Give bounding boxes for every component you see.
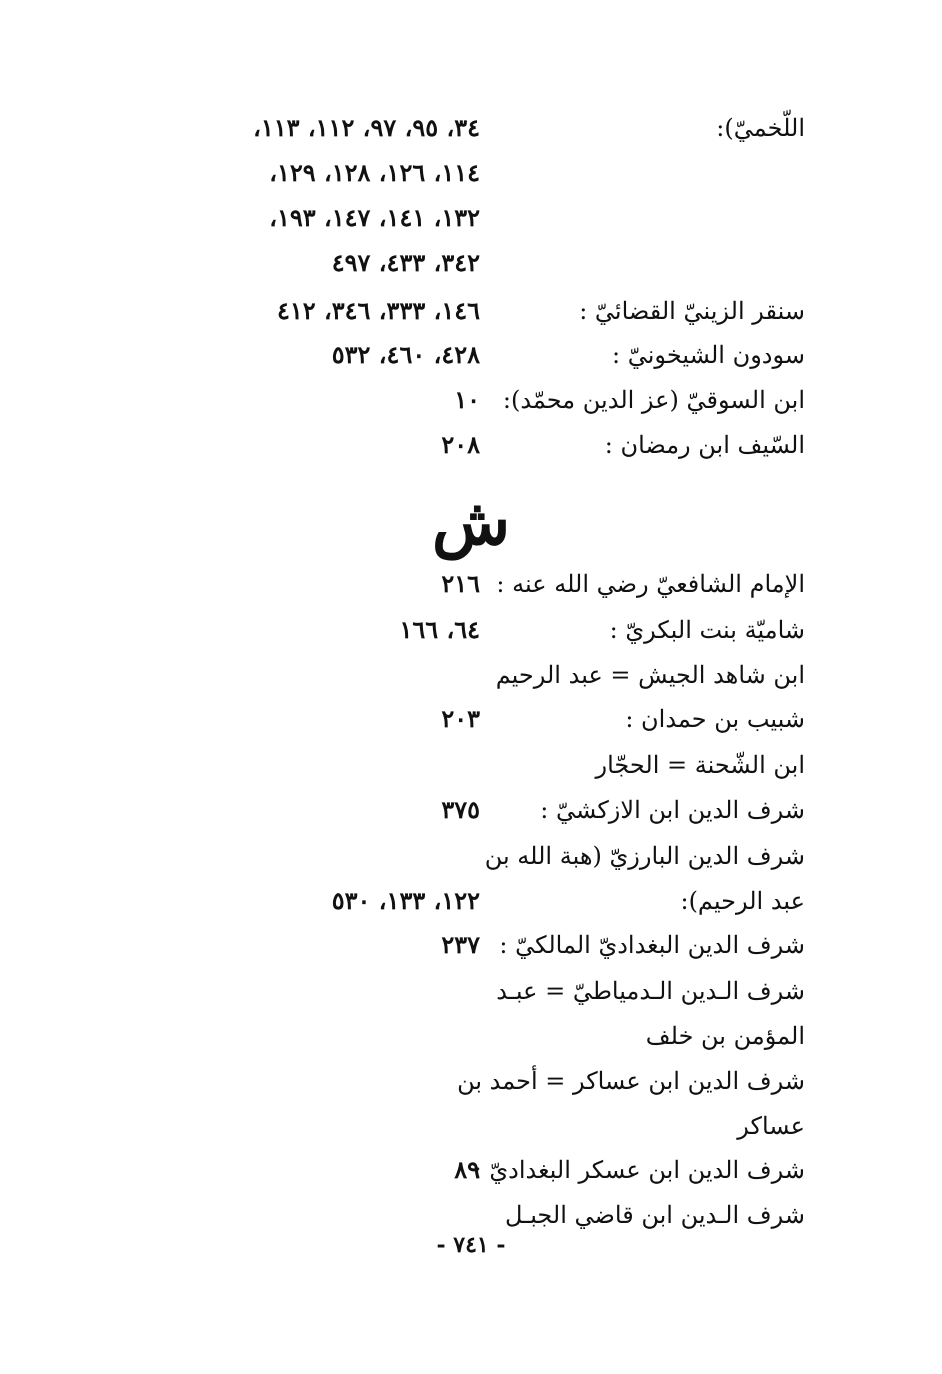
entry-pages: ١١٤، ١٢٦، ١٢٨، ١٢٩، — [269, 158, 480, 187]
index-entry — [140, 743, 805, 787]
index-entry — [140, 923, 805, 967]
entry-name: شرف الـدين ابن قاضي الجبـل — [504, 1201, 805, 1229]
entry-name: شرف الدين البغداديّ المالكيّ : — [499, 931, 805, 959]
entry-name: السّيف ابن رمضان : — [604, 431, 805, 459]
entry-name: عبد الرحيم): — [680, 887, 805, 915]
index-entry — [140, 1059, 805, 1103]
entry-name: شبيب بن حمدان : — [625, 705, 805, 733]
index-entry — [140, 879, 805, 923]
entry-pages: ٣٧٥ — [441, 795, 480, 824]
index-entry — [140, 289, 805, 333]
entry-pages: ٢٠٨ — [441, 430, 480, 459]
index-entry — [140, 788, 805, 832]
entry-pages: ٦٤، ١٦٦ — [399, 615, 480, 644]
entry-pages: ٢٣٧ — [441, 930, 480, 959]
entry-name: ابن شاهد الجيش = عبد الرحيم — [495, 661, 805, 689]
entry-name: شرف الدين البارزيّ (هبة الله بن — [484, 842, 805, 870]
index-entry — [140, 333, 805, 377]
entry-name: سودون الشيخونيّ : — [612, 341, 805, 369]
section-letter-heading: ش — [431, 485, 511, 560]
entry-pages: ٣٤، ٩٥، ٩٧، ١١٢، ١١٣، — [253, 113, 480, 142]
index-entry — [140, 697, 805, 741]
entry-pages: ١٤٦، ٣٣٣، ٣٤٦، ٤١٢ — [276, 296, 480, 325]
index-entry — [140, 151, 805, 195]
index-entry — [140, 653, 805, 697]
entry-name: ابن السوقيّ (عز الدين محمّد): — [502, 386, 805, 414]
entry-name: المؤمن بن خلف — [645, 1022, 805, 1050]
entry-name: ابن الشّحنة = الحجّار — [595, 751, 805, 779]
entry-pages: ٨٩ — [454, 1155, 480, 1184]
entry-name: سنقر الزينيّ القضائيّ : — [579, 297, 805, 325]
index-entry — [140, 608, 805, 652]
index-entry — [140, 1193, 805, 1237]
index-entry — [140, 1148, 805, 1192]
entry-pages: ٤٢٨، ٤٦٠، ٥٣٢ — [331, 340, 480, 369]
entry-name: شرف الدين ابن الازكشيّ : — [540, 796, 805, 824]
index-entry — [140, 1104, 805, 1148]
entry-name: اللّخميّ): — [716, 114, 805, 142]
index-entry — [140, 1014, 805, 1058]
entry-name: شرف الـدين الـدمياطيّ = عبـد — [496, 977, 805, 1005]
index-entry — [140, 106, 805, 150]
entry-pages: ١٢٢، ١٣٣، ٥٣٠ — [331, 886, 480, 915]
index-entry — [140, 378, 805, 422]
index-entry — [140, 423, 805, 467]
index-entry — [140, 834, 805, 878]
entry-pages: ١٣٢، ١٤١، ١٤٧، ١٩٣، — [269, 203, 480, 232]
entry-name: الإمام الشافعيّ رضي الله عنه : — [496, 570, 805, 598]
entry-name: شاميّة بنت البكريّ : — [609, 616, 805, 644]
entry-name: شرف الدين ابن عساكر = أحمد بن — [457, 1067, 805, 1095]
entry-name: شرف الدين ابن عسكر البغداديّ : — [473, 1156, 805, 1184]
entry-pages: ٣٤٢، ٤٣٣، ٤٩٧ — [331, 248, 480, 277]
index-entry — [140, 969, 805, 1013]
index-entry — [140, 562, 805, 606]
page-number: - ٧٤١ - — [436, 1232, 506, 1258]
index-entry — [140, 241, 805, 285]
entry-name: عساكر — [737, 1112, 805, 1140]
index-entry — [140, 196, 805, 240]
entry-pages: ١٠ — [454, 385, 480, 414]
entry-pages: ٢١٦ — [441, 569, 480, 598]
entry-pages: ٢٠٣ — [441, 704, 480, 733]
